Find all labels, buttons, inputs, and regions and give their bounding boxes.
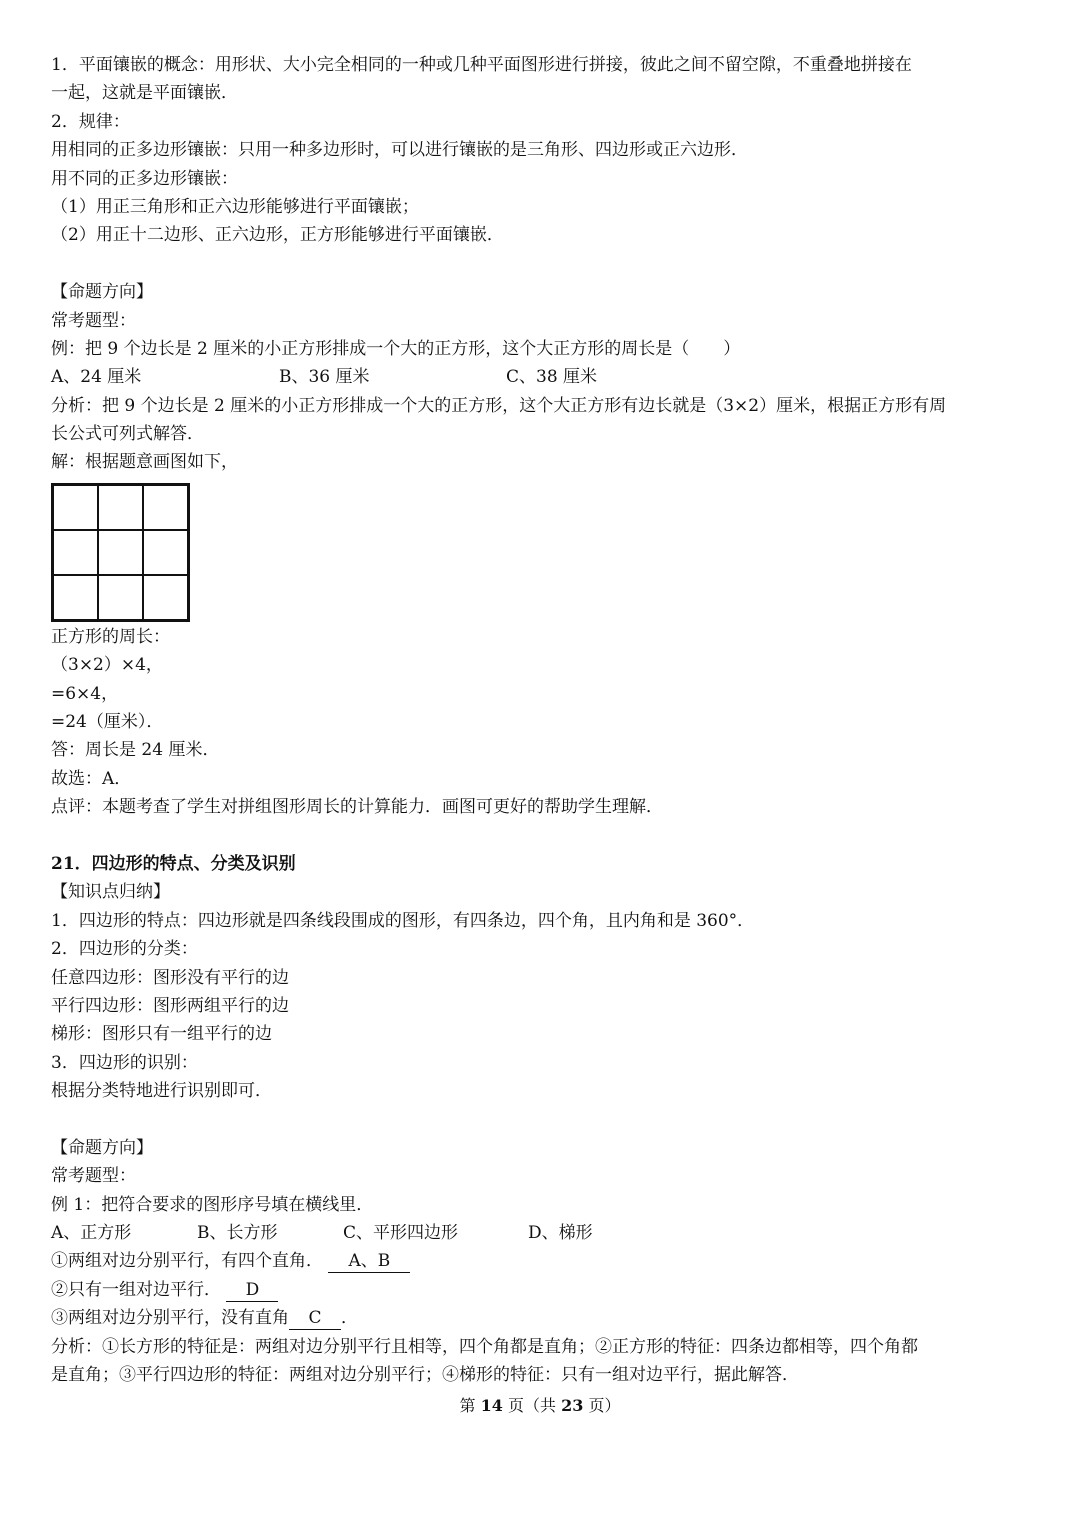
choice-c: C、38 厘米 [506,367,598,388]
analysis: 分析：把 9 个边长是 2 厘米的小正方形排成一个大的正方形，这个大正方形有边长就是（3×2）厘米，根据正方形有周 [51,395,947,416]
grid-cell [53,485,98,530]
total-pages: 23 [561,1396,584,1415]
footer-prefix: 第 [459,1396,481,1415]
section-heading: 【命题方向】 [51,282,153,303]
spacer [51,1106,1036,1134]
grid-cell [53,575,98,620]
calculation-line: =6×4， [51,683,119,704]
grid-figure-container [51,477,1036,623]
footer-suffix: 页） [583,1396,621,1415]
paragraph: 用相同的正多边形镶嵌：只用一种多边形时，可以进行镶嵌的是三角形、四边形或正六边形． [51,140,748,161]
paragraph: 平行四边形：图形两组平行的边 [51,995,289,1016]
page-number: 14 [480,1396,503,1415]
three-by-three-square-grid [51,483,190,622]
question-text: ①两组对边分别平行，有四个直角． [51,1251,323,1272]
section-heading: 【知识点归纳】 [51,882,170,903]
choice-c: C、平形四边形 [343,1223,459,1244]
fill-in-question [51,1276,1036,1304]
analysis: 是直角；③平行四边形的特征：两组对边分别平行；④梯形的特征：只有一组对边平行，据此解答． [51,1365,799,1386]
choice-a: A、24 厘米 [51,367,142,388]
question-text: ②只有一组对边平行． [51,1279,221,1300]
solution: 解：根据题意画图如下， [51,452,238,473]
analysis: 长公式可列式解答． [51,424,204,445]
answer-blank: C [289,1307,341,1330]
choice-list [51,363,1036,391]
choice-b: B、36 厘米 [279,367,370,388]
calculation-line: 正方形的周长： [51,626,170,647]
choice-list [51,1219,1036,1247]
section-title: 21．四边形的特点、分类及识别 [51,853,296,874]
paragraph: 2．四边形的分类： [51,939,198,960]
section-heading: 【命题方向】 [51,1137,153,1158]
calculation-line: =24（厘米）． [51,712,164,733]
spacer [51,822,1036,850]
question-text: ③两组对边分别平行，没有直角 [51,1308,289,1329]
page-content [51,51,1036,1389]
answer-blank: A、B [328,1250,410,1273]
footer-middle: 页（共 [502,1396,562,1415]
fill-in-question [51,1304,1036,1332]
grid-cell [143,530,188,575]
choice-a: A、正方形 [51,1223,132,1244]
paragraph: 常考题型： [51,1166,136,1187]
grid-cell [98,485,143,530]
paragraph: 3．四边形的识别： [51,1052,198,1073]
selected-choice: 故选：A． [51,768,132,789]
analysis: 分析：①长方形的特征是：两组对边分别平行且相等，四个角都是直角；②正方形的特征：四条边都相等，四个角都 [51,1336,918,1357]
paragraph: 1．四边形的特点：四边形就是四条线段围成的图形，有四条边，四个角，且内角和是 360°． [51,910,755,931]
paragraph: 梯形：图形只有一组平行的边 [51,1024,272,1045]
grid-cell [143,575,188,620]
fill-in-question [51,1247,1036,1275]
answer-blank: D [226,1279,278,1302]
example-question: 例 1：把符合要求的图形序号填在横线里． [51,1194,374,1215]
comment: 点评：本题考查了学生对拼组图形周长的计算能力．画图可更好的帮助学生理解． [51,797,663,818]
answer: 答：周长是 24 厘米． [51,740,220,761]
page-footer [0,1394,1080,1418]
paragraph: 2．规律： [51,111,130,132]
example-question: 例：把 9 个边长是 2 厘米的小正方形排成一个大的正方形，这个大正方形的周长是（ ） [51,338,741,359]
grid-cell [53,530,98,575]
paragraph: 一起，这就是平面镶嵌． [51,83,238,104]
paragraph: 任意四边形：图形没有平行的边 [51,967,289,988]
paragraph: 根据分类特地进行识别即可． [51,1081,272,1102]
grid-cell [98,530,143,575]
paragraph: 用不同的正多边形镶嵌： [51,168,238,189]
spacer [51,250,1036,278]
paragraph: （1）用正三角形和正六边形能够进行平面镶嵌； [51,196,419,217]
choice-b: B、长方形 [197,1223,278,1244]
grid-cell [143,485,188,530]
question-end: ． [341,1308,358,1329]
paragraph: （2）用正十二边形、正六边形，正方形能够进行平面镶嵌． [51,225,504,246]
paragraph: 1．平面镶嵌的概念：用形状、大小完全相同的一种或几种平面图形进行拼接，彼此之间不留空隙，不重叠地拼接在 [51,55,912,75]
paragraph: 常考题型： [51,310,136,331]
choice-d: D、梯形 [528,1223,593,1244]
grid-cell [98,575,143,620]
calculation-line: （3×2）×4， [51,655,163,676]
